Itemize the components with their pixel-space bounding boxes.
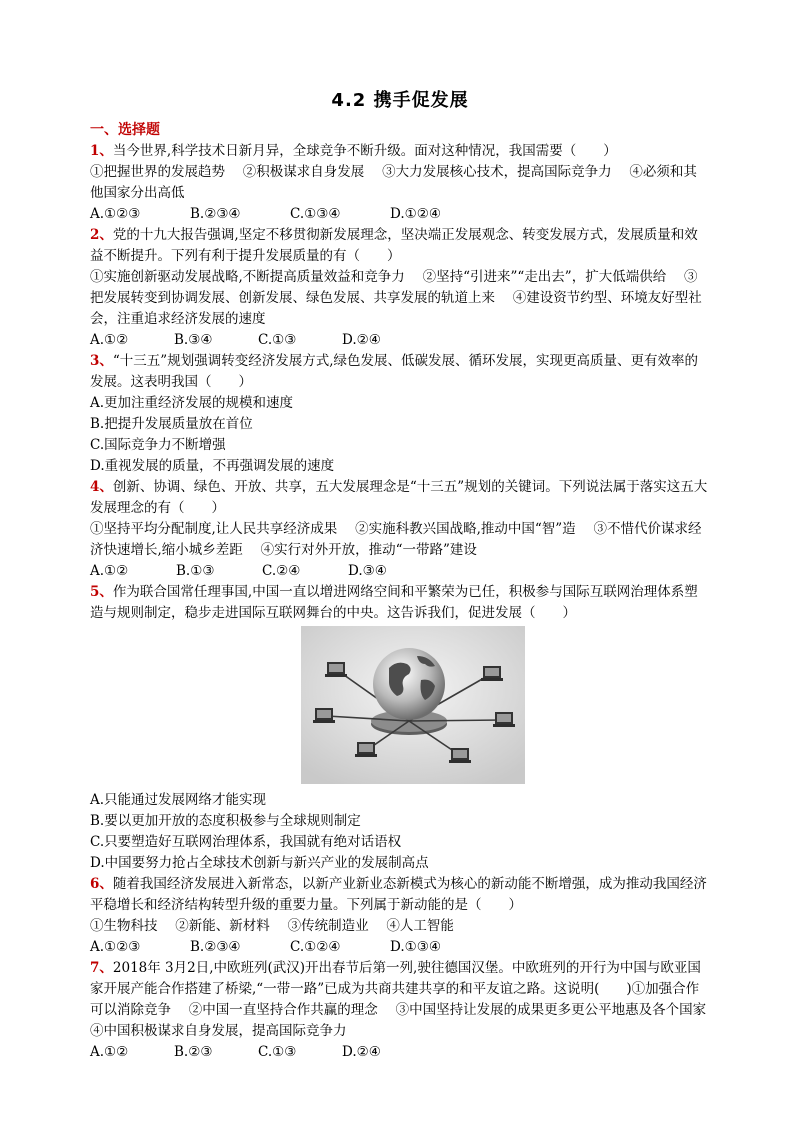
question-6 [90,874,710,958]
option-d: D.②④ [342,1044,381,1060]
globe-network-image [301,626,525,784]
question-number: 2、 [90,227,113,243]
question-items: ①生物科技 ②新能、新材料 ③传统制造业 ④人工智能 [90,918,454,934]
question-stem: 2018年 3月2日,中欧班列(武汉)开出春节后第一列,驶往德国汉堡。中欧班列的开行为中国与欧亚国家开展产能合作搭建了桥梁,“一带一路”已成为共商共建共享的和平友谊之路。这说明( )①加强合作可以消除竞争 ②中国一直坚持合作共赢的理念 ③中国坚持让发展的成果更多更公平地惠及各个国家 ④中国积极谋求自身发展，提高国际竞争力 [90,960,724,1039]
question-stem: 作为联合国常任理事国,中国一直以增进网络空间和平繁荣为已任，积极参与国际互联网治理体系塑造与规则制定，稳步走进国际互联网舞台的中央。这告诉我们，促进发展（ ） [90,584,698,621]
question-stem: 创新、协调、绿色、开放、共享，五大发展理念是“十三五”规划的关键词。下列说法属于落实这五大发展理念的有（ ） [90,479,708,516]
question-3 [90,351,710,477]
question-number: 7、 [90,960,113,976]
option-a: A.①② [90,332,129,348]
question-7 [90,958,724,1063]
answer-options [90,330,710,351]
question-number: 3、 [90,353,113,369]
question-stem: “十三五”规划强调转变经济发展方式,绿色发展、低碳发展、循环发展，实现更高质量、更有效率的发展。这表明我国（ ） [90,353,698,390]
option-d: D.中国要努力抢占全球技术创新与新兴产业的发展制高点 [90,855,429,871]
question-stem: 党的十九大报告强调,坚定不移贯彻新发展理念，坚决端正发展观念、转变发展方式，发展质量和效益不断提升。下列有利于提升发展质量的有（ ） [90,227,698,264]
option-c: C.①②④ [290,939,341,955]
option-c: C.国际竞争力不断增强 [90,437,226,453]
document-page [90,86,724,1063]
option-c: C.②④ [262,563,301,579]
option-b: B.②③④ [190,206,241,222]
question-1 [90,141,710,225]
page-title: 4.2 携手促发展 [331,90,469,111]
question-2 [90,225,710,351]
answer-options [90,937,710,958]
option-c: C.①③④ [290,206,341,222]
answer-options [90,204,710,225]
option-b: B.①③ [176,563,215,579]
question-stem: 随着我国经济发展进入新常态，以新产业新业态新模式为核心的新动能不断增强，成为推动我国经济平稳增长和经济结构转型升级的重要力量。下列属于新动能的是（ ） [90,876,707,913]
option-d: D.③④ [348,563,387,579]
option-a: A.①② [90,563,129,579]
option-a: A.①②③ [90,939,141,955]
question-4 [90,477,710,582]
option-a: A.①②③ [90,206,141,222]
question-number: 4、 [90,479,113,495]
option-d: D.重视发展的质量，不再强调发展的速度 [90,458,335,474]
option-a: A.更加注重经济发展的规模和速度 [90,395,294,411]
option-b: B.要以更加开放的态度积极参与全球规则制定 [90,813,361,829]
question-number: 1、 [90,143,113,159]
question-stem: 当今世界,科学技术日新月异，全球竞争不断升级。面对这种情况，我国需要（ ） [112,143,617,159]
option-c: C.①③ [258,332,297,348]
question-items: ①坚持平均分配制度,让人民共享经济成果 ②实施科教兴国战略,推动中国“智”造 ③不惜代价谋求经济快速增长,缩小城乡差距 ④实行对外开放，推动“一带路”建设 [90,521,702,558]
option-c: C.①③ [258,1044,297,1060]
answer-options [90,1042,710,1063]
option-b: B.把提升发展质量放在首位 [90,416,253,432]
option-a: A.只能通过发展网络才能实现 [90,792,267,808]
question-number: 5、 [90,584,113,600]
option-d: D.②④ [342,332,381,348]
option-b: B.②③④ [190,939,241,955]
question-items: ①把握世界的发展趋势 ②积极谋求自身发展 ③大力发展核心技术，提高国际竞争力 ④必须和其他国家分出高低 [90,164,697,201]
question-number: 6、 [90,876,113,892]
answer-options [90,561,710,582]
option-a: A.①② [90,1044,129,1060]
question-5 [90,582,710,874]
option-b: B.②③ [174,1044,213,1060]
section-heading: 一、选择题 [90,122,160,138]
option-d: D.①③④ [390,939,441,955]
option-b: B.③④ [174,332,213,348]
question-items: ①实施创新驱动发展战略,不断提高质量效益和竞争力 ②坚持“引进来”“走出去”，扩大低端供给 ③把发展转变到协调发展、创新发展、绿色发展、共享发展的轨道上来 ④建设资节约型、环境友好型社会，注重追求经济发展的速度 [90,269,702,327]
option-c: C.只要塑造好互联网治理体系，我国就有绝对话语权 [90,834,402,850]
option-d: D.①②④ [390,206,441,222]
